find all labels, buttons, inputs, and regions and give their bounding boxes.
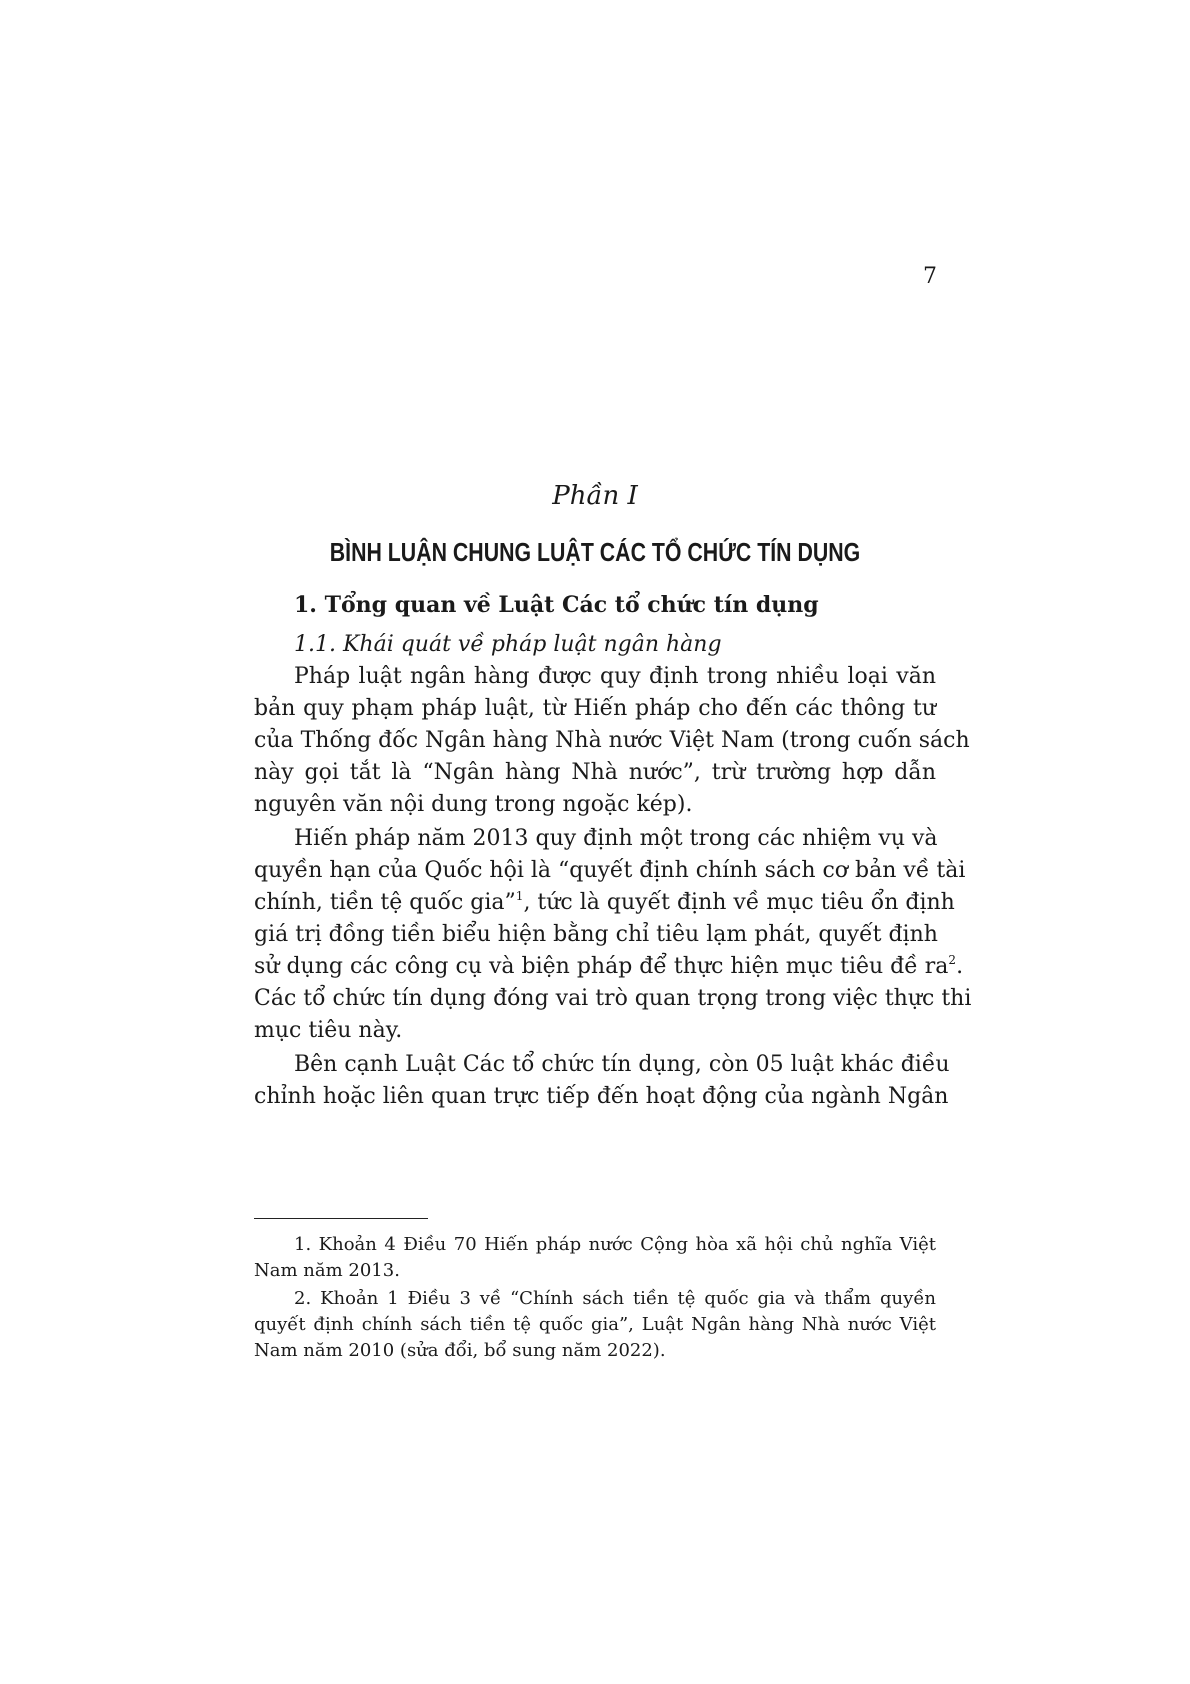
paragraph-line: Hiến pháp năm 2013 quy định một trong các nhiệm vụ và xyxy=(294,826,938,851)
page-number: 7 xyxy=(923,264,937,289)
footnote-line: quyết định chính sách tiền tệ quốc gia”, Luật Ngân hàng Nhà nước Việt xyxy=(254,1314,936,1335)
footnote-ref: 1 xyxy=(515,889,524,903)
paragraph-line: nguyên văn nội dung trong ngoặc kép). xyxy=(254,792,693,817)
paragraph-line: Bên cạnh Luật Các tổ chức tín dụng, còn 05 luật khác điều xyxy=(294,1052,950,1077)
part-title: BÌNH LUẬN CHUNG LUẬT CÁC TỔ CHỨC TÍN DỤNG xyxy=(329,537,861,567)
footnote-line: 1. Khoản 4 Điều 70 Hiến pháp nước Cộng hòa xã hội chủ nghĩa Việt xyxy=(294,1234,936,1255)
paragraph-text: sử dụng các công cụ và biện pháp để thực hiện mục tiêu đề ra xyxy=(254,954,949,979)
paragraph-line: Pháp luật ngân hàng được quy định trong nhiều loại văn xyxy=(294,664,936,689)
paragraph-line xyxy=(254,952,964,982)
paragraph-line: bản quy phạm pháp luật, từ Hiến pháp cho đến các thông tư xyxy=(254,696,936,721)
subsection-heading: 1.1. Khái quát về pháp luật ngân hàng xyxy=(294,632,722,657)
paragraph-text: , tức là quyết định về mục tiêu ổn định xyxy=(523,890,955,915)
paragraph-line: chỉnh hoặc liên quan trực tiếp đến hoạt động của ngành Ngân xyxy=(254,1084,949,1109)
section-heading: 1. Tổng quan về Luật Các tổ chức tín dụng xyxy=(294,592,819,618)
footnote-separator xyxy=(254,1218,428,1219)
footnote-line: Nam năm 2013. xyxy=(254,1260,400,1281)
footnote-line: Nam năm 2010 (sửa đổi, bổ sung năm 2022). xyxy=(254,1340,666,1361)
paragraph-line: này gọi tắt là “Ngân hàng Nhà nước”, trừ trường hợp dẫn xyxy=(254,760,936,785)
footnote-ref: 2 xyxy=(948,953,957,967)
footnote-line: 2. Khoản 1 Điều 3 về “Chính sách tiền tệ quốc gia và thẩm quyền xyxy=(294,1288,936,1309)
paragraph-line: Các tổ chức tín dụng đóng vai trò quan trọng trong việc thực thi xyxy=(254,986,972,1011)
paragraph-line xyxy=(254,888,955,918)
paragraph-line: mục tiêu này. xyxy=(254,1018,403,1043)
paragraph-text: . xyxy=(956,954,964,979)
paragraph-line: quyền hạn của Quốc hội là “quyết định chính sách cơ bản về tài xyxy=(254,858,966,883)
part-label: Phần I xyxy=(552,481,638,511)
paragraph-line: của Thống đốc Ngân hàng Nhà nước Việt Nam (trong cuốn sách xyxy=(254,728,970,753)
paragraph-text: chính, tiền tệ quốc gia” xyxy=(254,890,516,915)
paragraph-line: giá trị đồng tiền biểu hiện bằng chỉ tiêu lạm phát, quyết định xyxy=(254,922,938,947)
